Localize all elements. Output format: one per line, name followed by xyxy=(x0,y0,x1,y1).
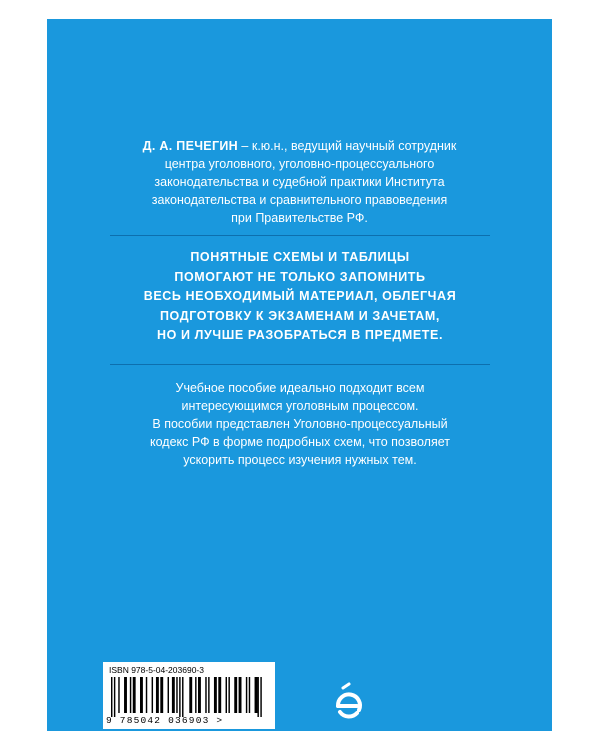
barcode-bar xyxy=(124,677,127,713)
barcode-bar xyxy=(214,677,217,713)
barcode-bar xyxy=(140,677,143,713)
isbn-barcode-box xyxy=(103,662,275,729)
author-bio-line: законодательства и судебной практики Института xyxy=(154,175,445,189)
description-line: ускорить процесс изучения нужных тем. xyxy=(183,453,417,467)
author-name: Д. А. ПЕЧЕГИН xyxy=(142,139,238,153)
barcode-bar xyxy=(249,677,250,713)
barcode-bar xyxy=(168,677,169,713)
barcode xyxy=(111,677,267,717)
description-line: В пособии представлен Уголовно-процессуальный xyxy=(152,417,448,431)
divider-top xyxy=(110,235,490,236)
barcode-bar xyxy=(189,677,192,713)
barcode-bar xyxy=(111,677,112,717)
barcode-bar xyxy=(130,677,131,713)
book-back-cover xyxy=(47,19,552,731)
description-line: интересующимся уголовным процессом. xyxy=(181,399,419,413)
headline xyxy=(102,248,498,346)
barcode-bar xyxy=(133,677,136,713)
barcode-bar xyxy=(152,677,153,713)
barcode-digits: 9 785042 036903 > xyxy=(106,715,224,726)
barcode-bar xyxy=(195,677,196,713)
barcode-bar xyxy=(257,677,258,717)
author-bio-line: при Правительстве РФ. xyxy=(231,211,368,225)
barcode-bar xyxy=(118,677,119,713)
barcode-bar xyxy=(246,677,247,713)
barcode-bar xyxy=(114,677,115,717)
eksmo-logo-icon xyxy=(333,682,365,722)
barcode-bar xyxy=(234,677,237,713)
barcode-bar xyxy=(198,677,201,713)
headline-line: ПОНЯТНЫЕ СХЕМЫ И ТАБЛИЦЫ xyxy=(190,250,410,264)
barcode-bar xyxy=(239,677,242,713)
headline-line: НО И ЛУЧШЕ РАЗОБРАТЬСЯ В ПРЕДМЕТЕ. xyxy=(156,328,444,342)
barcode-bar xyxy=(255,677,258,713)
author-dash: – xyxy=(237,139,252,153)
barcode-bar xyxy=(172,677,175,713)
headline-line: ПОДГОТОВКУ К ЭКЗАМЕНАМ И ЗАЧЕТАМ, xyxy=(159,308,441,323)
barcode-bar xyxy=(218,677,221,713)
book-description xyxy=(107,379,493,469)
headline-line: ПОМОГАЮТ НЕ ТОЛЬКО ЗАПОМНИТЬ xyxy=(174,269,426,284)
author-bio-line: к.ю.н., ведущий научный сотрудник xyxy=(251,139,457,153)
author-bio xyxy=(117,137,482,227)
barcode-bar xyxy=(146,677,147,713)
barcode-bar xyxy=(260,677,261,717)
headline-line: ВЕСЬ НЕОБХОДИМЫЙ МАТЕРИАЛ, ОБЛЕГЧАЯ xyxy=(143,289,457,303)
isbn-label: ISBN 978-5-04-203690-3 xyxy=(109,665,204,675)
barcode-bar xyxy=(208,677,209,713)
barcode-bar xyxy=(228,677,229,713)
author-bio-line: законодательства и сравнительного правоведения xyxy=(151,193,448,207)
description-line: Учебное пособие идеально подходит всем xyxy=(175,381,425,395)
barcode-bar xyxy=(156,677,159,713)
author-bio-line: центра уголовного, уголовно-процессуального xyxy=(164,157,435,171)
barcode-bar xyxy=(205,677,206,713)
description-line: кодекс РФ в форме подробных схем, что позволяет xyxy=(150,435,450,449)
barcode-bar xyxy=(182,677,183,717)
barcode-bar xyxy=(179,677,180,717)
divider-bottom xyxy=(110,364,490,365)
barcode-bar xyxy=(226,677,227,713)
barcode-bar xyxy=(160,677,163,713)
barcode-bar xyxy=(176,677,177,713)
